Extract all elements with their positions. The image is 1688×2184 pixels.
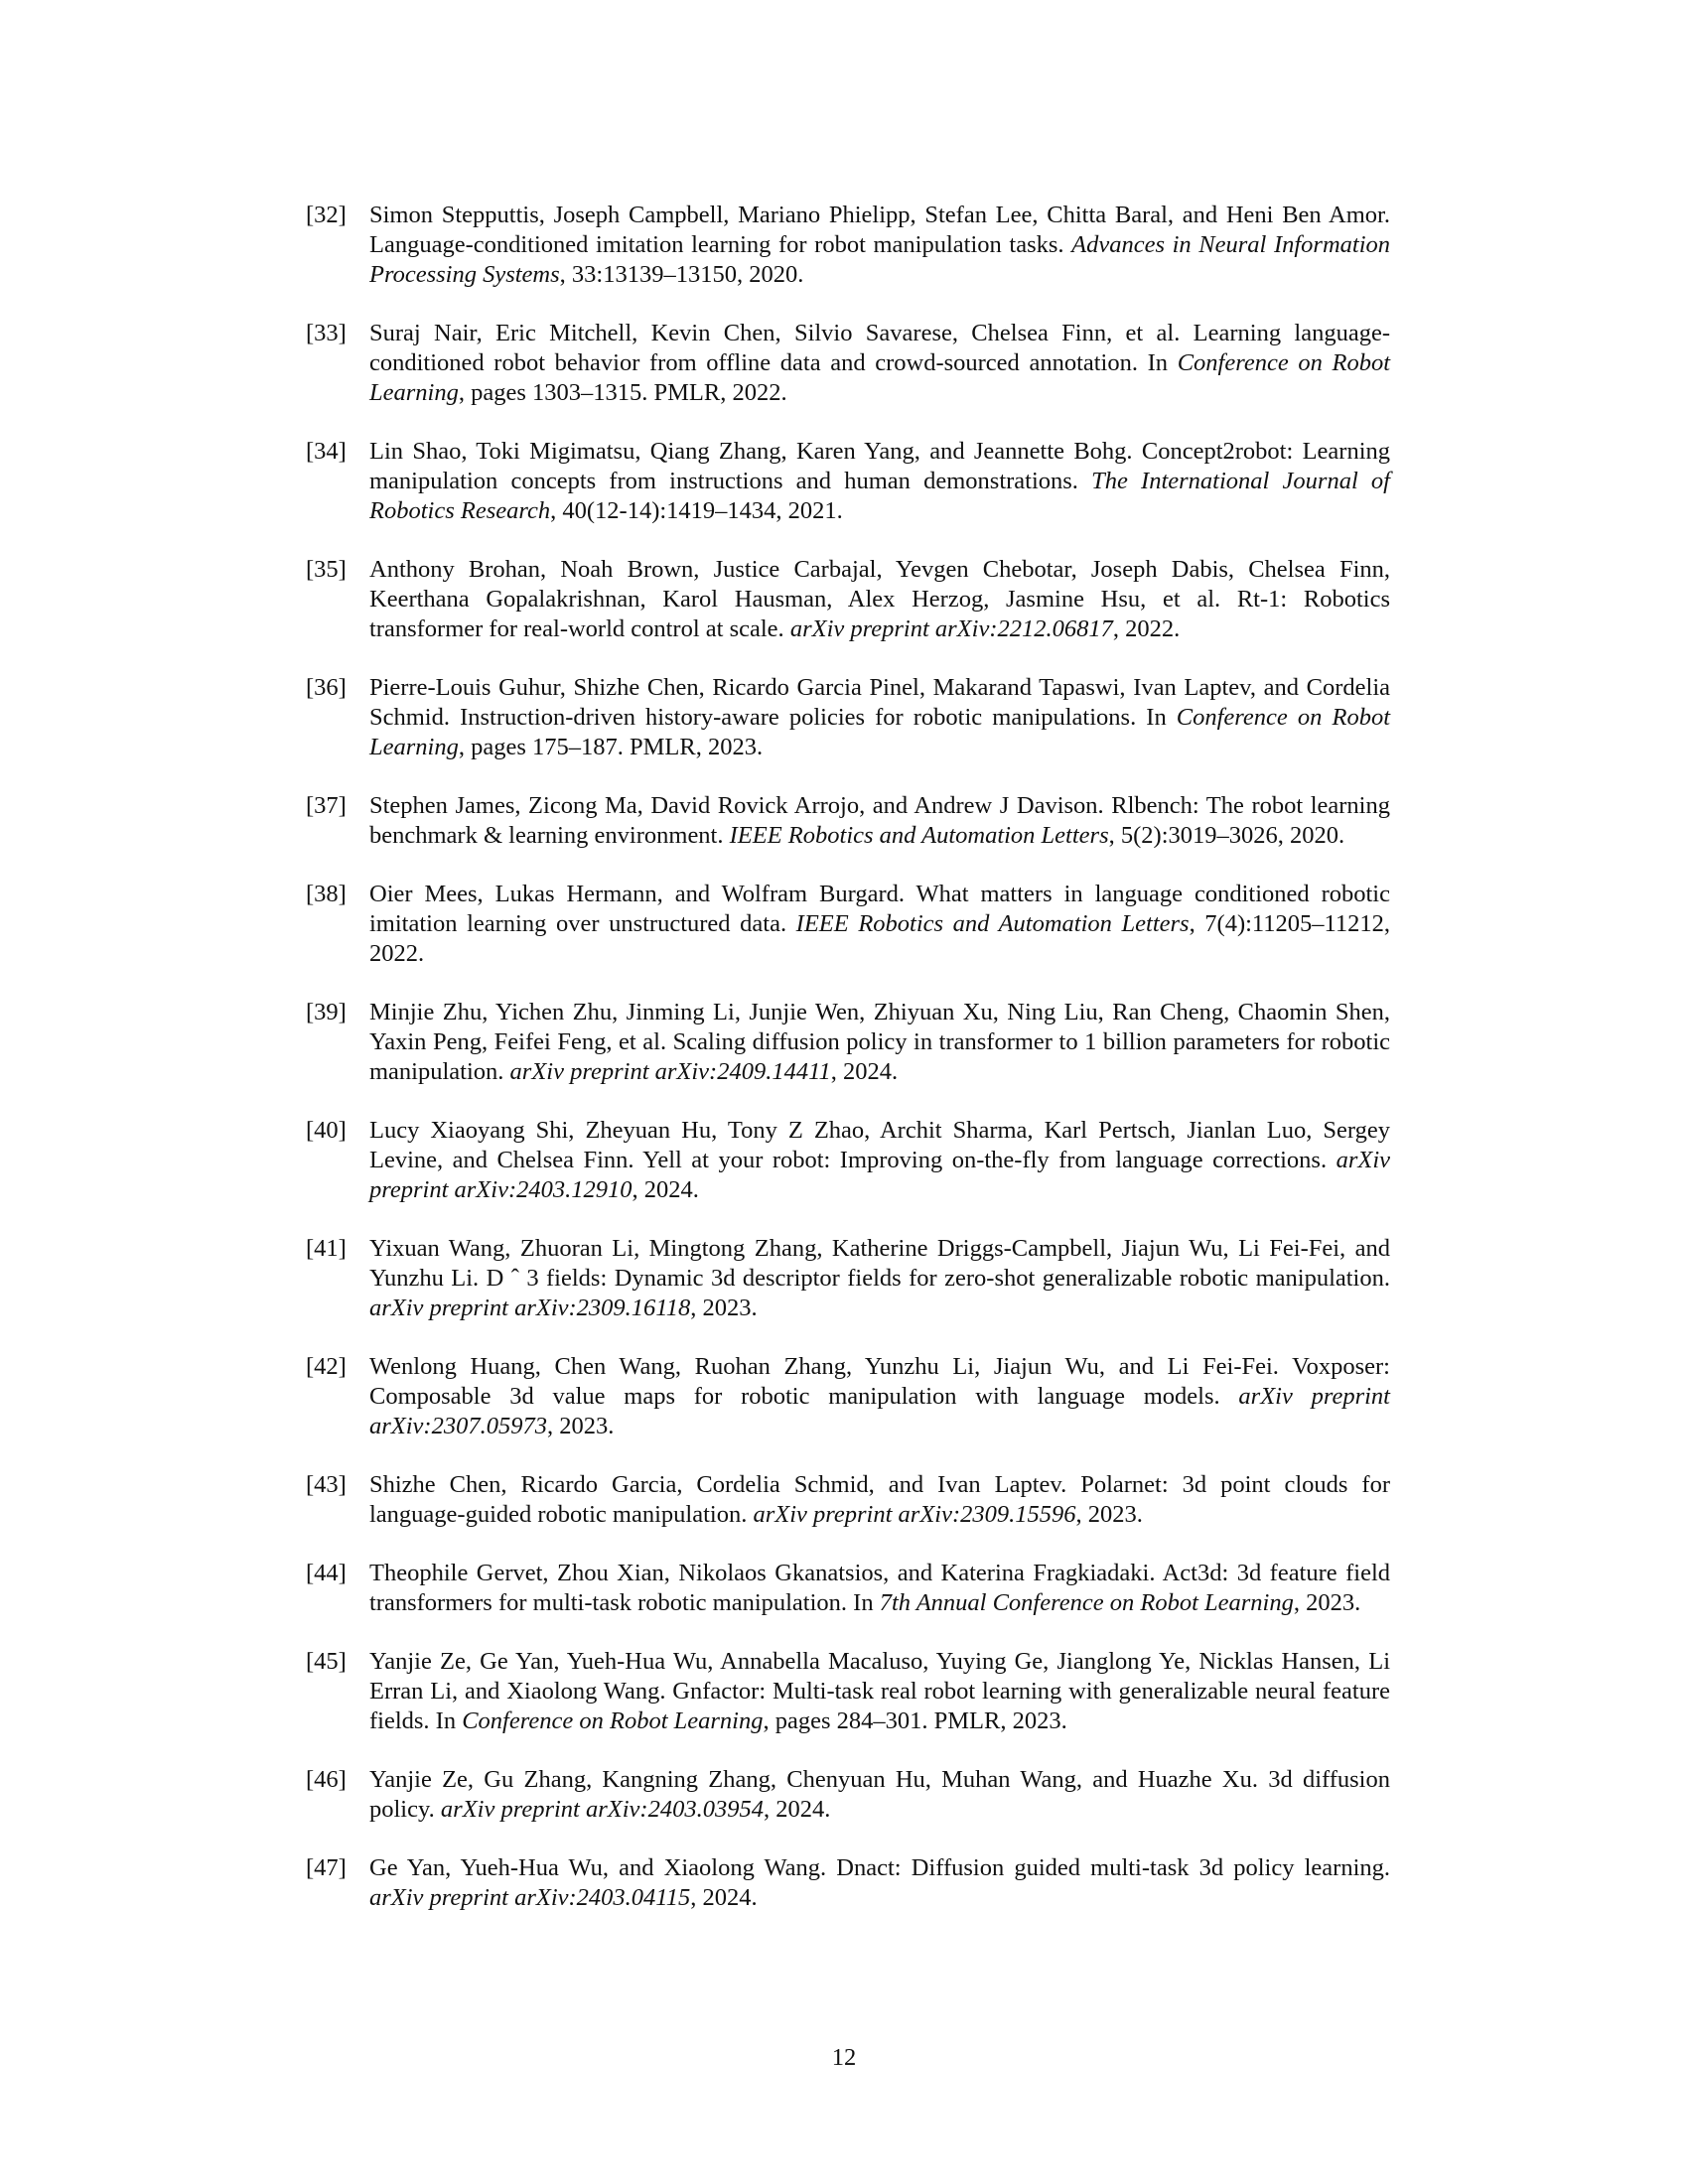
reference-text <box>369 1853 1390 1913</box>
reference-number: [35] <box>306 556 347 583</box>
reference-details: , 2023. <box>1293 1589 1361 1616</box>
reference-text <box>369 1470 1390 1530</box>
reference-venue: 7th Annual Conference on Robot Learning <box>879 1589 1294 1616</box>
reference-text <box>369 1352 1390 1441</box>
reference-number: [47] <box>306 1854 347 1881</box>
reference-item-44 <box>306 1559 1390 1618</box>
reference-details: , 40(12-14):1419–1434, 2021. <box>550 497 843 524</box>
reference-text <box>369 880 1390 969</box>
reference-venue: The International Journal of Robotics Research <box>369 468 1390 524</box>
reference-venue: Conference on Robot Learning <box>462 1707 764 1734</box>
reference-text <box>369 319 1390 408</box>
reference-authors-title: Wenlong Huang, Chen Wang, Ruohan Zhang, Yunzhu Li, Jiajun Wu, and Li Fei-Fei. Voxposer: Composable 3d value maps for robotic manipulation with language models. <box>369 1353 1390 1410</box>
reference-details: , pages 284–301. PMLR, 2023. <box>763 1707 1067 1734</box>
reference-authors-title: Lucy Xiaoyang Shi, Zheyuan Hu, Tony Z Zhao, Archit Sharma, Karl Pertsch, Jianlan Luo, Sergey Levine, and Chelsea Finn. Yell at your robot: Improving on-the-fly from language corrections. <box>369 1117 1390 1173</box>
reference-text <box>369 437 1390 526</box>
reference-number: [38] <box>306 881 347 907</box>
reference-item-42 <box>306 1352 1390 1441</box>
reference-venue: IEEE Robotics and Automation Letters <box>795 910 1190 937</box>
reference-authors-title: Yanjie Ze, Ge Yan, Yueh-Hua Wu, Annabella Macaluso, Yuying Ge, Jianglong Ye, Nicklas Hansen, Li Erran Li, and Xiaolong Wang. Gnfactor: Multi-task real robot learning with generalizable neural feature fields. In <box>369 1648 1390 1734</box>
reference-number: [46] <box>306 1766 347 1793</box>
reference-number: [37] <box>306 792 347 819</box>
reference-details: , 2022. <box>1112 615 1181 642</box>
reference-authors-title: Pierre-Louis Guhur, Shizhe Chen, Ricardo Garcia Pinel, Makarand Tapaswi, Ivan Laptev, and Cordelia Schmid. Instruction-driven history-aware policies for robotic manipulations. In <box>369 674 1390 731</box>
reference-venue: Advances in Neural Information Processing Systems <box>369 231 1391 288</box>
reference-item-33 <box>306 319 1390 408</box>
reference-venue: arXiv preprint arXiv:2403.12910 <box>369 1147 1390 1203</box>
reference-text <box>369 1647 1390 1736</box>
reference-item-40 <box>306 1116 1390 1205</box>
reference-venue: arXiv preprint arXiv:2403.03954 <box>440 1796 764 1823</box>
reference-text <box>369 1765 1390 1825</box>
reference-venue: arXiv preprint arXiv:2409.14411 <box>509 1058 831 1085</box>
reference-authors-title: Ge Yan, Yueh-Hua Wu, and Xiaolong Wang. Dnact: Diffusion guided multi-task 3d policy learning. <box>369 1854 1390 1881</box>
reference-text <box>369 555 1390 644</box>
reference-venue: Conference on Robot Learning <box>369 349 1391 406</box>
reference-text <box>369 998 1390 1087</box>
reference-text <box>369 791 1390 851</box>
reference-number: [39] <box>306 999 347 1025</box>
reference-item-37 <box>306 791 1390 851</box>
reference-authors-title: Suraj Nair, Eric Mitchell, Kevin Chen, Silvio Savarese, Chelsea Finn, et al. Learning language-conditioned robot behavior from offline data and crowd-sourced annotation. In <box>369 320 1390 376</box>
reference-details: , 2024. <box>830 1058 899 1085</box>
reference-details: , pages 175–187. PMLR, 2023. <box>458 734 764 760</box>
reference-number: [32] <box>306 202 347 228</box>
reference-number: [36] <box>306 674 347 701</box>
reference-number: [43] <box>306 1471 347 1498</box>
reference-number: [45] <box>306 1648 347 1675</box>
reference-details: , 2024. <box>690 1884 758 1911</box>
reference-venue: arXiv preprint arXiv:2307.05973 <box>369 1383 1390 1439</box>
reference-authors-title: Simon Stepputtis, Joseph Campbell, Mariano Phielipp, Stefan Lee, Chitta Baral, and Heni Ben Amor. Language-conditioned imitation learning for robot manipulation tasks. <box>369 202 1390 258</box>
reference-text <box>369 673 1390 762</box>
reference-authors-title: Lin Shao, Toki Migimatsu, Qiang Zhang, Karen Yang, and Jeannette Bohg. Concept2robot: Learning manipulation concepts from instructions and human demonstrations. <box>369 438 1390 494</box>
reference-venue: arXiv preprint arXiv:2403.04115 <box>369 1884 691 1911</box>
reference-item-39 <box>306 998 1390 1087</box>
reference-number: [40] <box>306 1117 347 1144</box>
reference-venue: arXiv preprint arXiv:2309.16118 <box>369 1295 691 1321</box>
reference-details: , 33:13139–13150, 2020. <box>559 261 804 288</box>
reference-authors-title: Yanjie Ze, Gu Zhang, Kangning Zhang, Chenyuan Hu, Muhan Wang, and Huazhe Xu. 3d diffusion policy. <box>369 1766 1390 1823</box>
reference-text <box>369 1234 1390 1323</box>
reference-authors-title: Anthony Brohan, Noah Brown, Justice Carbajal, Yevgen Chebotar, Joseph Dabis, Chelsea Finn, Keerthana Gopalakrishnan, Karol Hausman, Alex Herzog, Jasmine Hsu, et al. Rt-1: Robotics transformer for real-world control at scale. <box>369 556 1390 642</box>
reference-item-36 <box>306 673 1390 762</box>
reference-item-34 <box>306 437 1390 526</box>
reference-text <box>369 1559 1390 1618</box>
reference-item-43 <box>306 1470 1390 1530</box>
reference-item-46 <box>306 1765 1390 1825</box>
reference-number: [41] <box>306 1235 347 1262</box>
reference-venue: IEEE Robotics and Automation Letters <box>729 822 1109 849</box>
reference-authors-title: Theophile Gervet, Zhou Xian, Nikolaos Gkanatsios, and Katerina Fragkiadaki. Act3d: 3d feature field transformers for multi-task robotic manipulation. In <box>369 1560 1390 1616</box>
reference-text <box>369 1116 1390 1205</box>
reference-authors-title: Oier Mees, Lukas Hermann, and Wolfram Burgard. What matters in language conditioned robotic imitation learning over unstructured data. <box>369 881 1390 937</box>
reference-item-32 <box>306 201 1390 290</box>
reference-details: , pages 1303–1315. PMLR, 2022. <box>458 379 787 406</box>
reference-number: [33] <box>306 320 347 346</box>
reference-text <box>369 201 1390 290</box>
reference-details: , 2023. <box>690 1295 758 1321</box>
reference-number: [44] <box>306 1560 347 1586</box>
page-number: 12 <box>831 2044 857 2071</box>
reference-authors-title: Yixuan Wang, Zhuoran Li, Mingtong Zhang, Katherine Driggs-Campbell, Jiajun Wu, Li Fei-Fei, and Yunzhu Li. D ˆ 3 fields: Dynamic 3d descriptor fields for zero-shot generalizable robotic manipulation. <box>369 1235 1390 1292</box>
reference-authors-title: Minjie Zhu, Yichen Zhu, Jinming Li, Junjie Wen, Zhiyuan Xu, Ning Liu, Ran Cheng, Chaomin Shen, Yaxin Peng, Feifei Feng, et al. Scaling diffusion policy in transformer to 1 billion parameters for robotic manipulation. <box>369 999 1390 1085</box>
reference-item-47 <box>306 1853 1390 1913</box>
reference-details: , 2023. <box>546 1413 615 1439</box>
reference-item-35 <box>306 555 1390 644</box>
reference-details: , 7(4):11205–11212, 2022. <box>369 910 1390 967</box>
reference-item-45 <box>306 1647 1390 1736</box>
reference-item-41 <box>306 1234 1390 1323</box>
reference-number: [34] <box>306 438 347 465</box>
reference-venue: arXiv preprint arXiv:2212.06817 <box>789 615 1113 642</box>
reference-authors-title: Stephen James, Zicong Ma, David Rovick Arrojo, and Andrew J Davison. Rlbench: The robot learning benchmark & learning environment. <box>369 792 1390 849</box>
reference-details: , 2023. <box>1075 1501 1143 1528</box>
reference-number: [42] <box>306 1353 347 1380</box>
reference-details: , 5(2):3019–3026, 2020. <box>1108 822 1345 849</box>
reference-venue: Conference on Robot Learning <box>369 704 1390 760</box>
reference-item-38 <box>306 880 1390 969</box>
reference-details: , 2024. <box>632 1176 699 1203</box>
reference-venue: arXiv preprint arXiv:2309.15596 <box>753 1501 1076 1528</box>
reference-list <box>306 201 1390 1942</box>
reference-details: , 2024. <box>763 1796 831 1823</box>
reference-authors-title: Shizhe Chen, Ricardo Garcia, Cordelia Schmid, and Ivan Laptev. Polarnet: 3d point clouds for language-guided robotic manipulation. <box>369 1471 1390 1528</box>
